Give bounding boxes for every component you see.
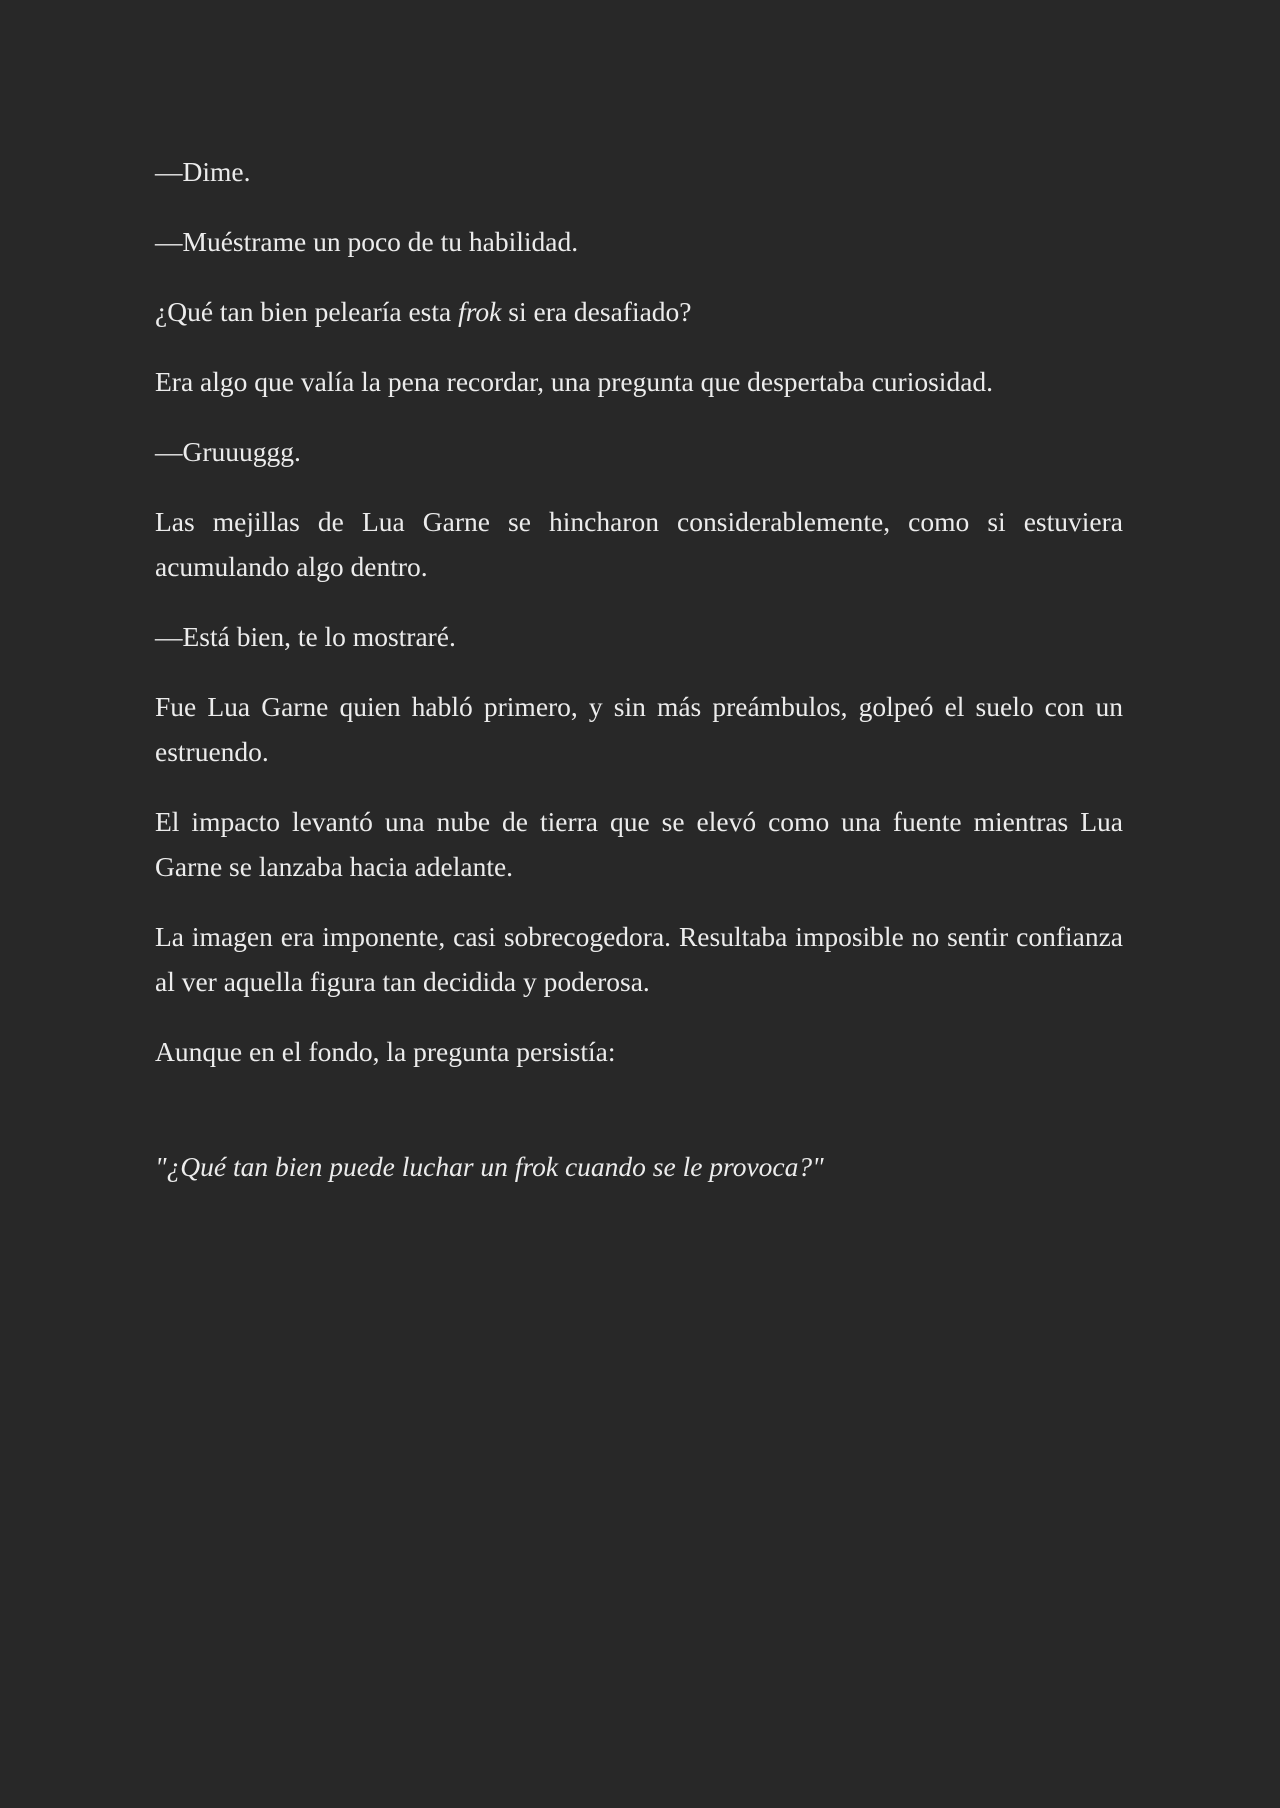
text: ¿Qué tan bien pelearía esta	[155, 296, 459, 327]
paragraph: —Muéstrame un poco de tu habilidad.	[155, 226, 579, 257]
paragraph: —Gruuuggg.	[155, 436, 301, 467]
paragraph: —Está bien, te lo mostraré.	[155, 621, 456, 652]
paragraph: Fue Lua Garne quien habló primero, y sin más preámbulos, golpeó el suelo con un estruendo.	[155, 691, 1123, 767]
paragraph: Aunque en el fondo, la pregunta persistía:	[155, 1036, 616, 1067]
closing-quote: "¿Qué tan bien puede luchar un frok cuando se le provoca?"	[155, 1151, 824, 1182]
paragraph: El impacto levantó una nube de tierra que se elevó como una fuente mientras Lua Garne se lanzaba hacia adelante.	[155, 806, 1123, 882]
paragraph: Era algo que valía la pena recordar, una pregunta que despertaba curiosidad.	[155, 366, 994, 397]
chapter-text	[155, 149, 1123, 1214]
text: si era desafiado?	[501, 296, 692, 327]
paragraph	[155, 289, 1123, 334]
paragraph: Las mejillas de Lua Garne se hincharon considerablemente, como si estuviera acumulando algo dentro.	[155, 506, 1123, 582]
italic-word: frok	[458, 296, 502, 327]
paragraph: La imagen era imponente, casi sobrecogedora. Resultaba imposible no sentir confianza al ver aquella figura tan decidida y poderosa.	[155, 921, 1123, 997]
paragraph: —Dime.	[155, 156, 251, 187]
